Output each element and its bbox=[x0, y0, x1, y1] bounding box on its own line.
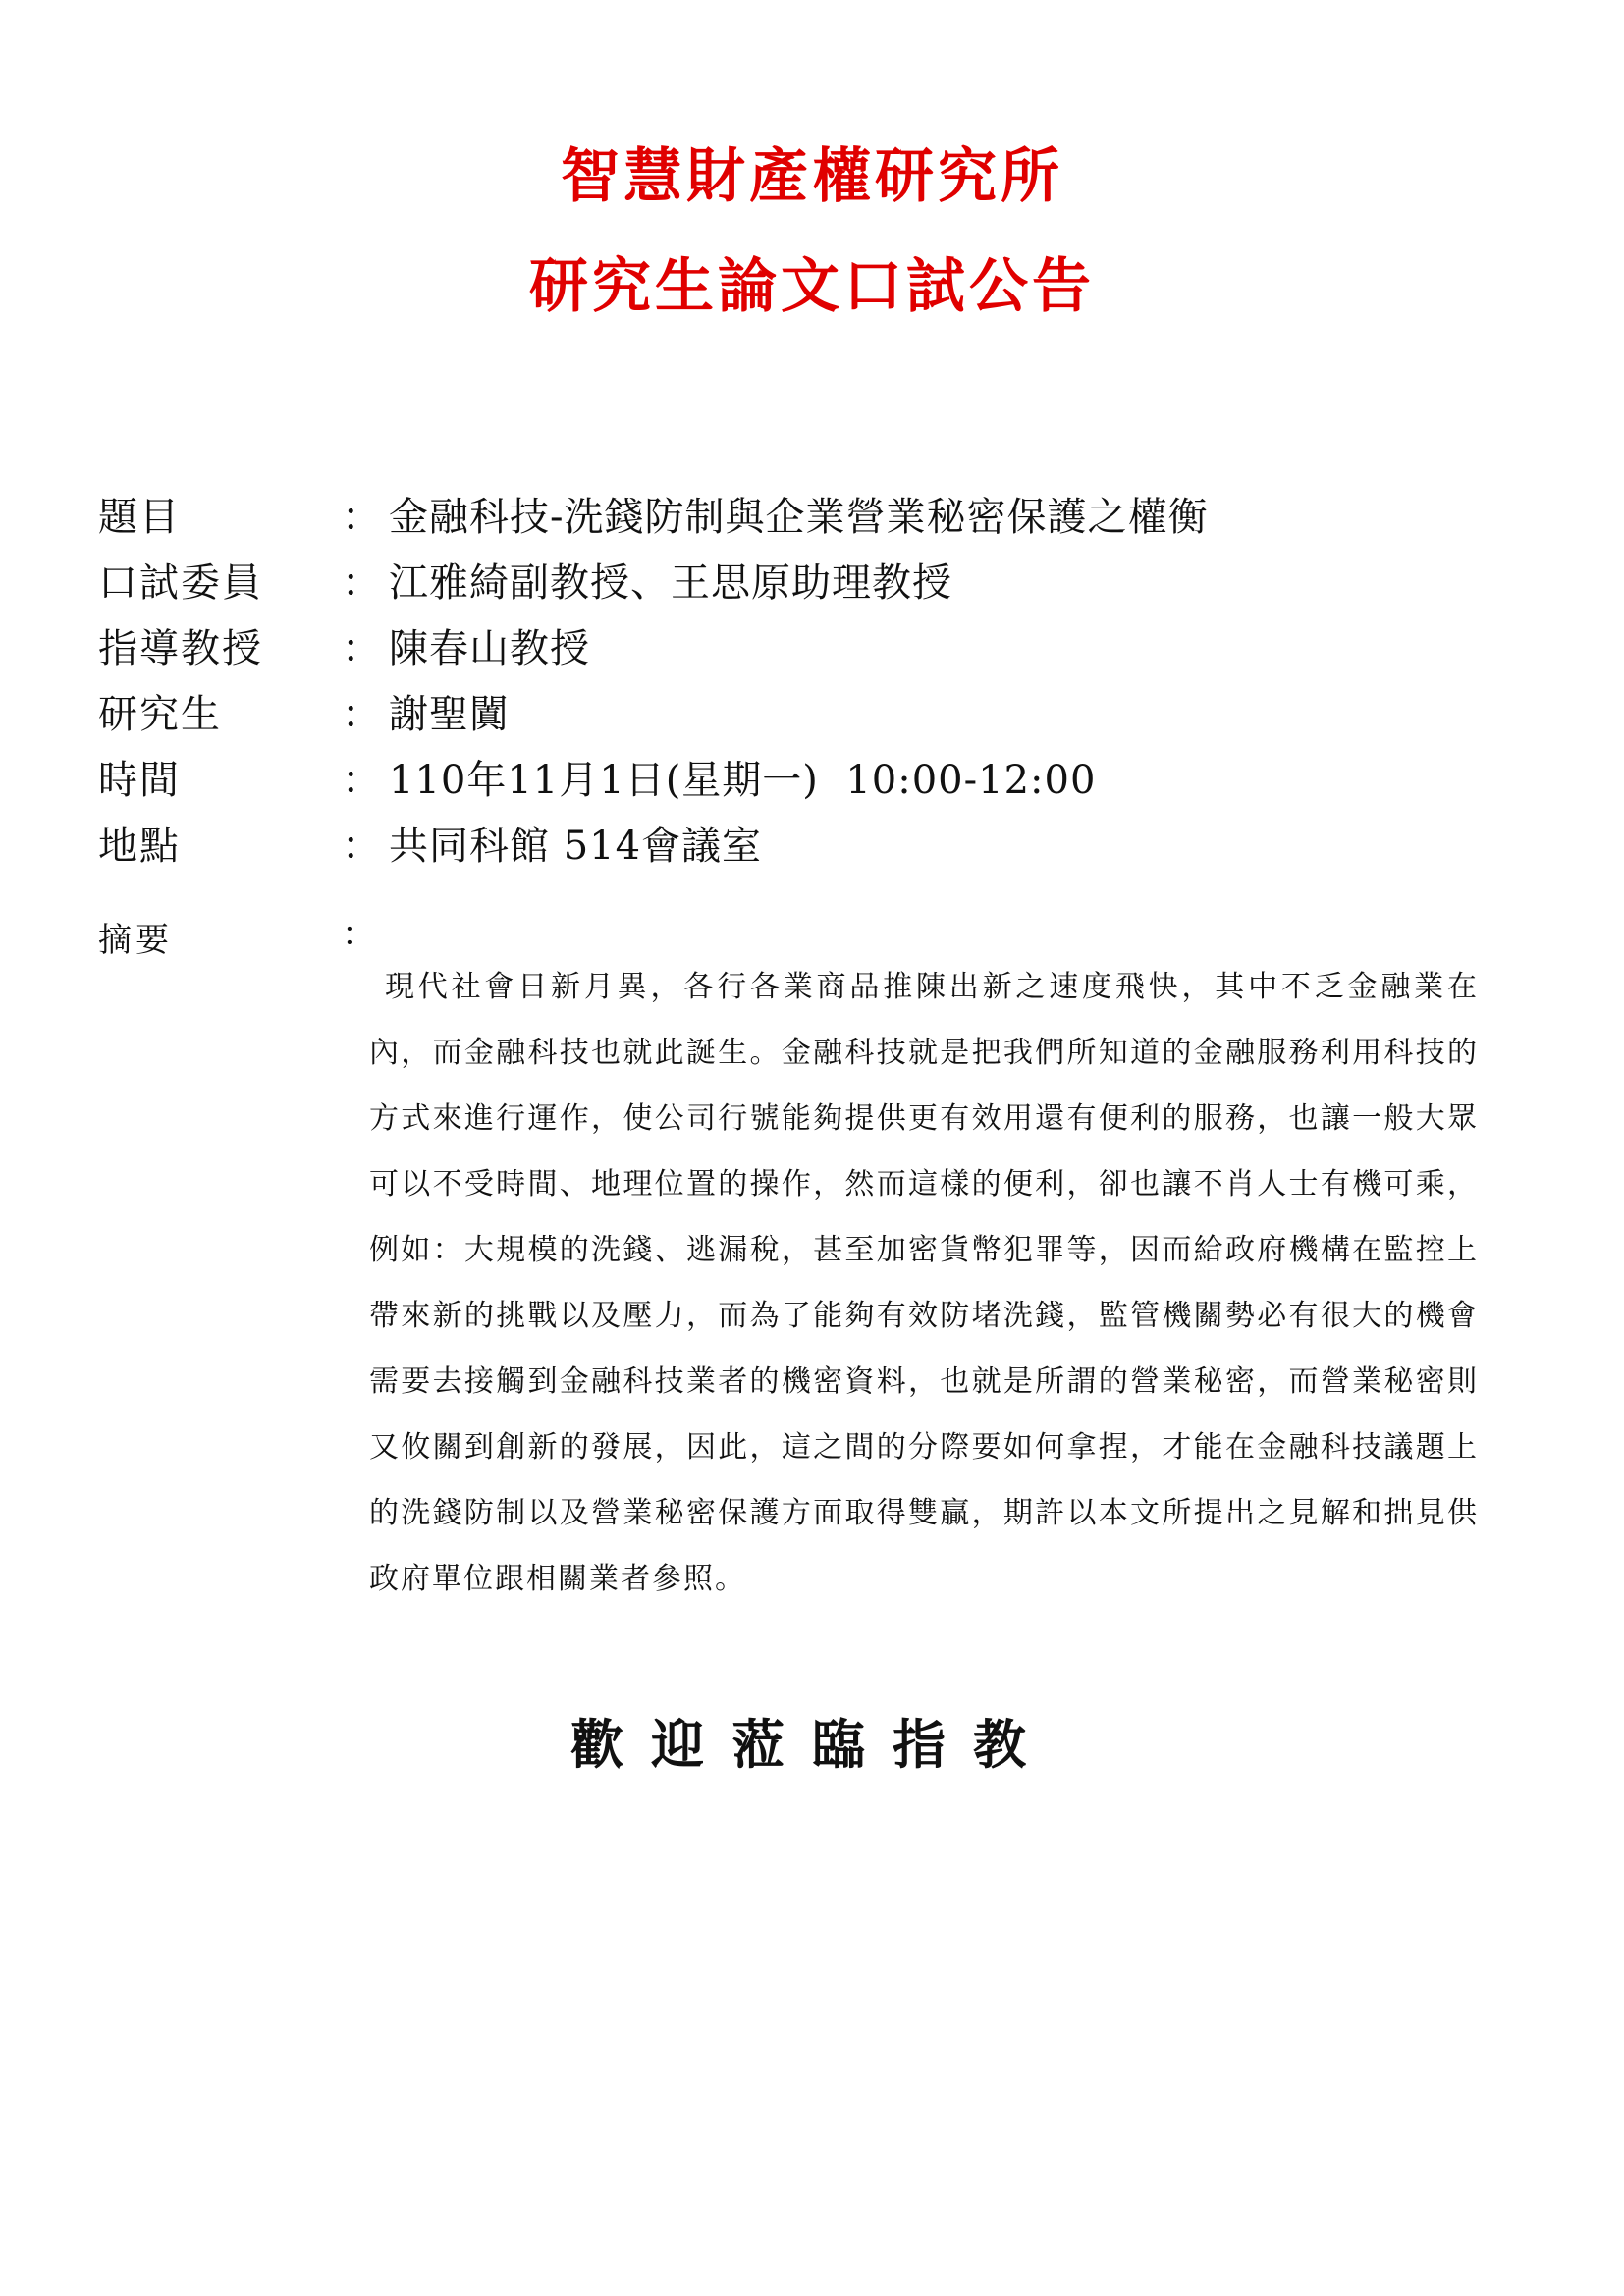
committee-label: 口試委員 bbox=[98, 561, 263, 606]
welcome-message: 歡迎蒞臨指教 bbox=[570, 1714, 1054, 1776]
committee-row bbox=[98, 551, 1532, 616]
student-colon: ： bbox=[342, 692, 381, 737]
committee-value: 江雅綺副教授、王思原助理教授 bbox=[389, 561, 952, 606]
topic-label: 題目 bbox=[98, 495, 181, 540]
topic-row bbox=[98, 485, 1532, 551]
advisor-colon: ： bbox=[342, 626, 381, 671]
time-label: 時間 bbox=[98, 758, 181, 803]
institute-title: 智慧財產權研究所 bbox=[561, 142, 1063, 211]
time-row bbox=[98, 748, 1532, 814]
defense-info bbox=[98, 485, 1532, 880]
student-row bbox=[98, 682, 1532, 748]
announcement-header bbox=[0, 142, 1624, 321]
topic-value: 金融科技-洗錢防制與企業營業秘密保護之權衡 bbox=[389, 495, 1209, 540]
committee-colon: ： bbox=[342, 561, 381, 606]
time-value: 110年11月1日(星期一) 10:00-12:00 bbox=[389, 758, 1097, 803]
student-value: 謝聖闐 bbox=[389, 692, 510, 737]
topic-colon: ： bbox=[342, 495, 381, 540]
announcement-title: 研究生論文口試公告 bbox=[529, 252, 1095, 321]
abstract-label: 摘要 bbox=[98, 921, 173, 960]
student-label: 研究生 bbox=[98, 692, 222, 737]
advisor-label: 指導教授 bbox=[98, 626, 263, 671]
location-label: 地點 bbox=[98, 824, 181, 869]
location-row bbox=[98, 814, 1532, 880]
advisor-row bbox=[98, 616, 1532, 682]
location-value: 共同科館 514會議室 bbox=[389, 824, 763, 869]
location-colon: ： bbox=[342, 824, 381, 869]
time-colon: ： bbox=[342, 758, 381, 803]
advisor-value: 陳春山教授 bbox=[389, 626, 590, 671]
abstract-colon: ： bbox=[342, 915, 375, 954]
abstract-body: 現代社會日新月異，各行各業商品推陳出新之速度飛快，其中不乏金融業在內，而金融科技也就此誕生。金融科技就是把我們所知道的金融服務利用科技的方式來進行運作，使公司行號能夠提供更有效用還有便利的服務，也讓一般大眾可以不受時間、地理位置的操作，然而這樣的便利，卻也讓不肖人士有機可乘，例如：大規模的洗錢、逃漏稅，甚至加密貨幣犯罪等，因而給政府機構在監控上帶來新的挑戰以及壓力，而為了能夠有效防堵洗錢，監管機關勢必有很大的機會需要去接觸到金融科技業者的機密資料，也就是所謂的營業秘密，而營業秘密則又攸關到創新的發展，因此，這之間的分際要如何拿捏，才能在金融科技議題上的洗錢防制以及營業秘密保護方面取得雙贏，期許以本文所提出之見解和拙見供政府單位跟相關業者參照。 bbox=[369, 970, 1479, 1596]
